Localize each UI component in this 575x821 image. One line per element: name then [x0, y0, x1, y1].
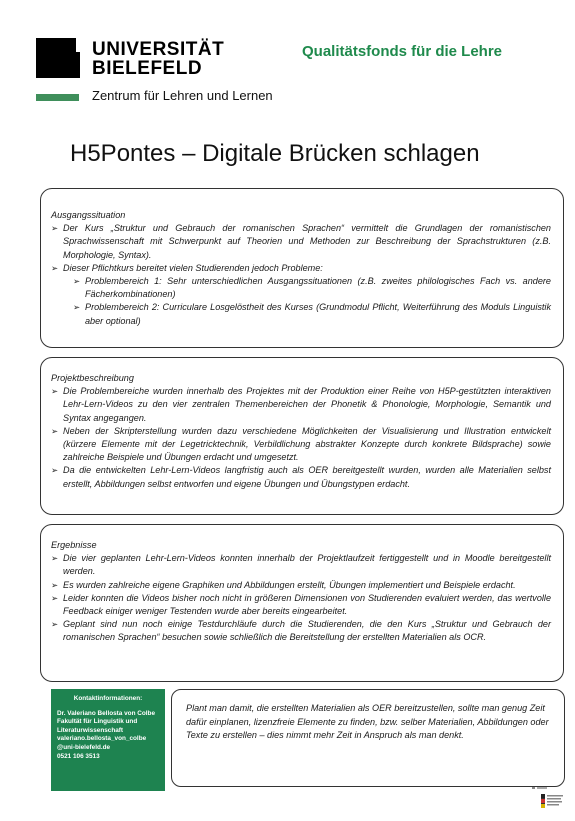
section-ausgangssituation: [40, 188, 564, 348]
contact-box: [51, 689, 165, 791]
bullet-item: ➢ Neben der Skripterstellung wurden dazu verschiedene Möglichkeiten der Visualisierung und Illustration entwickelt (kürzere Elemente mit der Legetricktechnik, Verbildlichung abstrakter Konzepte durch konkrete Bildsprache) sowie zahlreiche Beispiele und Übungen erdacht und umgesetzt.: [51, 425, 551, 465]
section-title: Ausgangssituation: [51, 210, 126, 220]
bullet-item: ➢ Die Problembereiche wurden innerhalb des Projektes mit der Produktion einer Reihe von H5P-gestützten interaktiven Lehr-Lern-Videos zu den vier zentralen Themenbereichen der Phonetik & Phonologie, Morphologie, Semantik und Syntax angegangen.: [51, 385, 551, 425]
bullet-item: ➢ Es wurden zahlreiche eigene Graphiken und Abbildungen erstellt, Übungen implementiert und Beispiele erdacht.: [51, 579, 551, 592]
university-name-line2: BIELEFELD: [92, 58, 203, 79]
section-ergebnisse: [40, 524, 564, 682]
contact-email[interactable]: valeriano.bellosta_von_colbe @uni-bielefeld.de: [57, 735, 147, 751]
bullet-item: ➢ Der Kurs „Struktur und Gebrauch der romanischen Sprachen“ vermittelt die Grundlagen der romanistischen Sprachwissenschaft mit Schwerpunkt auf Theorien und Methoden zur Beschreibung der Sprachstrukturen (z.B. Morphologie, Syntax).: [51, 222, 551, 262]
university-logo-mark: [36, 38, 80, 78]
bullet-item: ➢ Geplant sind nun noch einige Testdurchläufe durch die Studierenden, die den Kurs „Struktur und Gebrauch der romanischen Sprachen“ besuchen sowie schließlich die Bereitstellung der erstellten Materialien als OCR.: [51, 618, 551, 644]
sub-bullet-item: ➢ Problembereich 2: Curriculare Losgelöstheit des Kurses (Grundmodul Pflicht, Weiterführung des Moduls Linguistik aber optional): [73, 301, 551, 327]
logo-green-bar: [36, 94, 79, 101]
contact-title: Kontaktinformationen:: [73, 695, 143, 702]
contact-faculty: Fakultät für Linguistik und Literaturwissenschaft: [57, 718, 138, 734]
section-title: Ergebnisse: [51, 540, 97, 550]
bullet-item: ➢ Da die entwickelten Lehr-Lern-Videos langfristig auch als OER bereitgestellt wurden, wurden alle Materialien selbst erstellt, Abbildungen selbst entworfen und eigene Übungen und Übungstypen erdacht.: [51, 464, 551, 490]
university-name: [92, 40, 224, 78]
bullet-item: ➢ Dieser Pflichtkurs bereitet vielen Studierenden jedoch Probleme:: [51, 262, 551, 275]
section-title: Projektbeschreibung: [51, 373, 134, 383]
bullet-item: ➢ Die vier geplanten Lehr-Lern-Videos konnten innerhalb der Projektlaufzeit fertiggestellt und in Moodle bereitgestellt werden.: [51, 552, 551, 578]
sub-bullet-item: ➢ Problembereich 1: Sehr unterschiedlichen Ausgangssituationen (z.B. zweites philologisches Fach vs. andere Fächerkombinationen): [73, 275, 551, 301]
contact-name: Dr. Valeriano Bellosta von Colbe: [57, 709, 156, 717]
page-title: H5Pontes – Digitale Brücken schlagen: [70, 140, 480, 167]
university-name-line1: UNIVERSITÄT: [92, 39, 225, 60]
funder-logo-icon: [531, 786, 565, 816]
contact-phone: 0521 106 3513: [57, 752, 100, 760]
advice-note: Plant man damit, die erstellten Materialien als OER bereitzustellen, sollte man genug Zeit dafür einplanen, lizenzfreie Elemente zu finden, bzw. selber Materialien, Abbildungen oder Texte zu erstellen – dies nimmt mehr Zeit in Anspruch als man denkt.: [171, 689, 565, 787]
center-name: Zentrum für Lehren und Lernen: [92, 88, 273, 103]
fund-name: Qualitätsfonds für die Lehre: [302, 43, 503, 60]
bullet-item: ➢ Leider konnten die Videos bisher noch nicht in größeren Dimensionen von Studierenden evaluiert werden, das wertvolle Feedback einiger weniger Testenden wurde aber bereits eingearbeitet.: [51, 592, 551, 618]
section-projektbeschreibung: [40, 357, 564, 515]
